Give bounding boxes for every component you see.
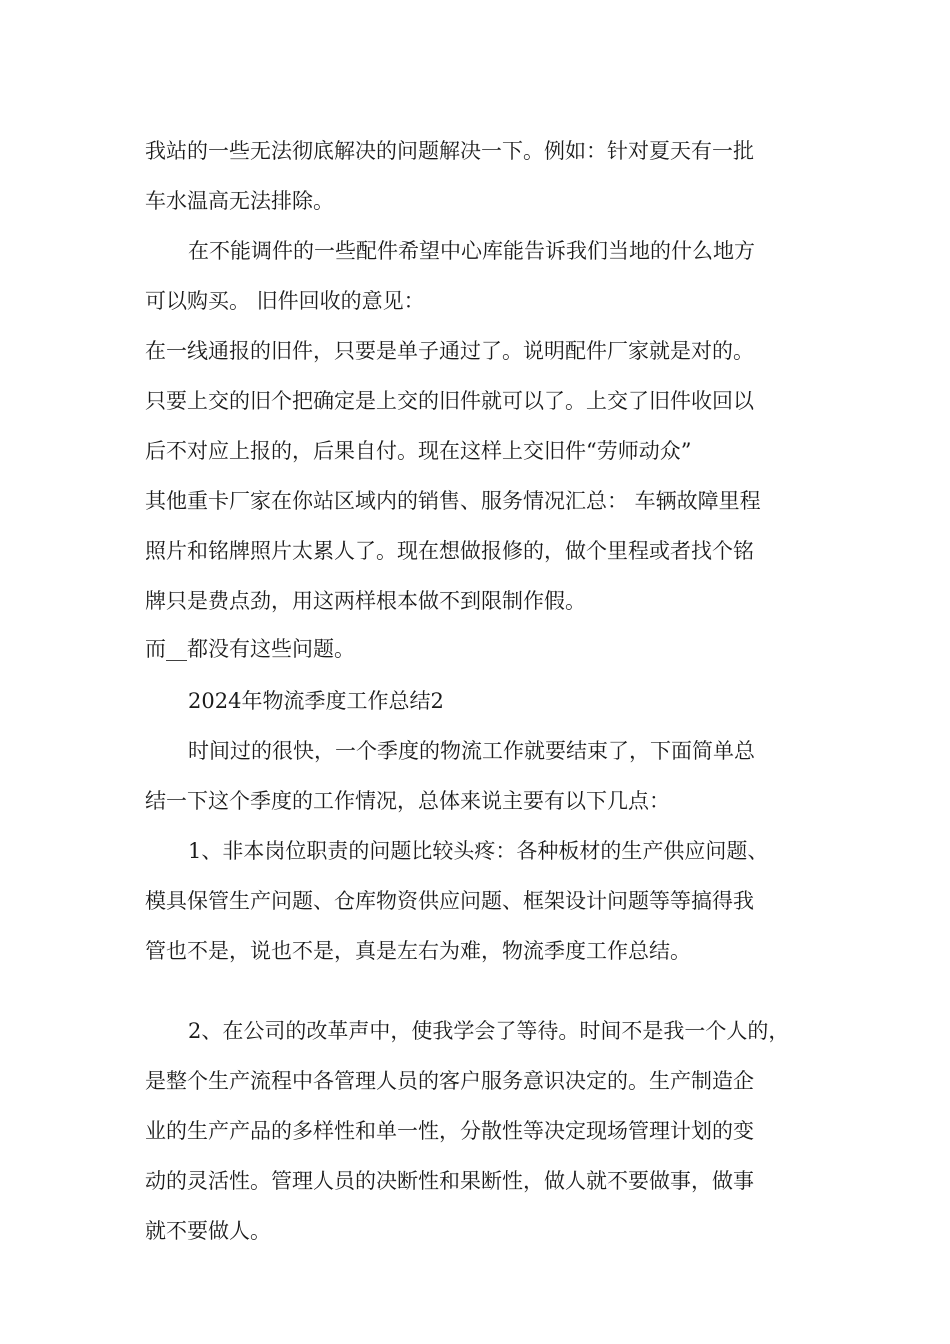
text-line: 结一下这个季度的工作情况，总体来说主要有以下几点： <box>145 789 670 813</box>
text-line: 2、在公司的改革声中，使我学会了等待。时间不是我一个人的， <box>188 1019 790 1043</box>
text-line: 可以购买。 旧件回收的意见： <box>145 289 425 313</box>
text-line: 模具保管生产问题、仓库物资供应问题、框架设计问题等等搞得我 <box>145 889 754 913</box>
section-heading: 2024年物流季度工作总结2 <box>188 689 444 713</box>
text-line: 是整个生产流程中各管理人员的客户服务意识决定的。生产制造企 <box>145 1069 754 1093</box>
text-line: 就不要做人。 <box>145 1219 271 1243</box>
text-line: 时间过的很快，一个季度的物流工作就要结束了，下面简单总 <box>188 739 755 763</box>
text-line: 业的生产产品的多样性和单一性，分散性等决定现场管理计划的变 <box>145 1119 754 1143</box>
text-line: 我站的一些无法彻底解决的问题解决一下。例如：针对夏天有一批 <box>145 139 754 163</box>
text-line: 在一线通报的旧件，只要是单子通过了。说明配件厂家就是对的。 <box>145 339 754 363</box>
text-line: 1、非本岗位职责的问题比较头疼：各种板材的生产供应问题、 <box>188 839 769 863</box>
text-line: 后不对应上报的，后果自付。现在这样上交旧件“劳师动众” <box>145 439 692 463</box>
text-line: 而__都没有这些问题。 <box>145 637 355 661</box>
text-line: 只要上交的旧个把确定是上交的旧件就可以了。上交了旧件收回以 <box>145 389 754 413</box>
text-line: 管也不是，说也不是，真是左右为难，物流季度工作总结。 <box>145 939 691 963</box>
text-line: 动的灵活性。管理人员的决断性和果断性，做人就不要做事，做事 <box>145 1169 754 1193</box>
text-line: 照片和铭牌照片太累人了。现在想做报修的，做个里程或者找个铭 <box>145 539 754 563</box>
text-line: 车水温高无法排除。 <box>145 189 334 213</box>
text-line: 其他重卡厂家在你站区域内的销售、服务情况汇总： 车辆故障里程 <box>145 489 761 513</box>
text-line: 在不能调件的一些配件希望中心库能告诉我们当地的什么地方 <box>188 239 755 263</box>
text-line: 牌只是费点劲，用这两样根本做不到限制作假。 <box>145 589 586 613</box>
